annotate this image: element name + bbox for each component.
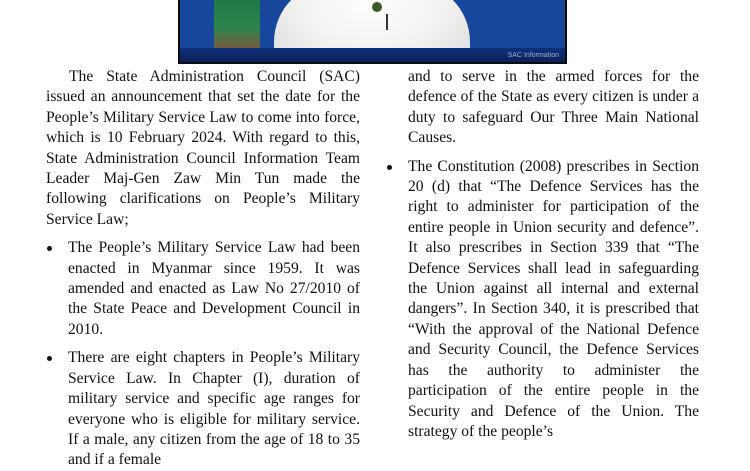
news-photo bbox=[178, 0, 567, 64]
right-bullet-list bbox=[386, 157, 699, 443]
bullet-item: There are eight chapters in People’s Military Service Law. In Chapter (I), duration of military service and specific age ranges for everyone who is eligible for military service. If a male, any citizen from the age of 18 to 35 and if a female bbox=[46, 348, 360, 470]
left-column bbox=[46, 67, 360, 471]
photo-watermark: SAC Information bbox=[507, 52, 559, 59]
right-column bbox=[386, 67, 699, 442]
left-bullet-list bbox=[46, 238, 360, 470]
bullet-item: The People’s Military Service Law had been enacted in Myanmar since 1959. It was amended and enacted as Law No 27/2010 of the State Peace and Development Council in 2010. bbox=[46, 238, 360, 340]
intro-paragraph: The State Administration Council (SAC) issued an announcement that set the date for the People’s Military Service Law to come into force, which is 10 February 2024. With regard to this, State Administration Council Information Team Leader Maj-Gen Zaw Min Tun made the following clarifications on People’s Military Service Law; bbox=[46, 68, 360, 228]
uniform-badge bbox=[372, 2, 382, 12]
pocket-pen bbox=[386, 14, 388, 30]
bullet-item: The Constitution (2008) prescribes in Section 20 (d) that “The Defence Services has the right to administer for participation of the entire people in Union security and defence”. It also prescribes in Section 339 that “The Defence Services shall lead in safeguarding the Union against all internal and external dangers”. In Section 340, it is prescribed that “With the approval of the National Defence and Security Council, the Defence Services has the authority to administer the participation of the entire people in the Security and Defence of the Union. The strategy of the people’s bbox=[386, 157, 699, 443]
continued-paragraph: and to serve in the armed forces for the defence of the State as every citizen is under a duty to safeguard Our Three Main National Causes. bbox=[408, 68, 699, 147]
